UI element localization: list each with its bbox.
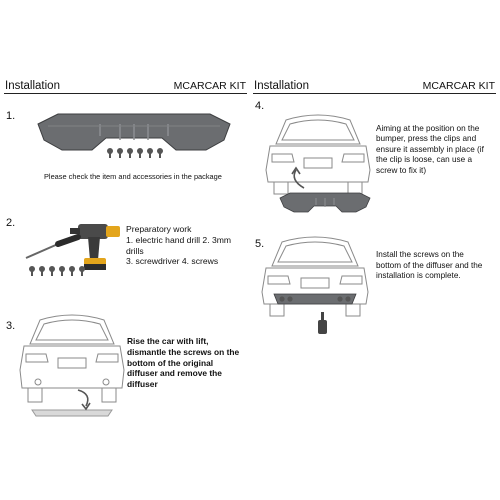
step-5-text bbox=[376, 250, 482, 282]
step-4-number: 4. bbox=[255, 100, 265, 112]
step-1-text bbox=[44, 172, 222, 181]
step-4-text bbox=[376, 124, 484, 176]
step-2-text bbox=[126, 224, 231, 267]
left-header-title: Installation bbox=[5, 80, 60, 92]
step-4-line-1: Aiming at the position on the bbox=[376, 124, 480, 133]
step-2-line-4: 3. screwdriver 4. screws bbox=[126, 256, 219, 267]
step-4-line-5: screw to fix it) bbox=[376, 165, 427, 175]
step-5-line-1: Install the screws on the bbox=[376, 250, 464, 259]
step-4-line-4: the clip is loose, can use a bbox=[376, 155, 473, 165]
step-3-text bbox=[127, 336, 239, 390]
step-4-line-3: ensure it assembly in place (if bbox=[376, 144, 484, 154]
car-rear-illustration bbox=[260, 232, 370, 342]
step-1-line: Please check the item and accessories in the package bbox=[44, 172, 222, 181]
screw-icon bbox=[107, 148, 163, 158]
step-2-line-1: Preparatory work bbox=[126, 224, 192, 234]
step-3-line-4: diffuser and remove the bbox=[127, 368, 222, 379]
diffuser-part-image bbox=[278, 192, 372, 214]
screwdriver-icon bbox=[318, 312, 327, 334]
step-5-number: 5. bbox=[255, 238, 265, 250]
step-2-line-2: 1. electric hand drill 2. 3mm bbox=[126, 234, 232, 245]
step-1-number: 1. bbox=[6, 110, 16, 122]
right-header-title: Installation bbox=[254, 80, 309, 92]
step-3-line-3: bottom of the original bbox=[127, 357, 214, 368]
right-header bbox=[253, 78, 496, 94]
step-3-line-1: Rise the car with lift, bbox=[127, 336, 209, 346]
step-4-line-2: bumper, press the clips and bbox=[376, 134, 477, 144]
left-header-brand: MCARCAR KIT bbox=[173, 80, 246, 92]
step-2-line-3: drills bbox=[126, 245, 144, 256]
left-header bbox=[4, 78, 247, 94]
screws-set bbox=[106, 146, 166, 160]
screwdriver-icon bbox=[24, 238, 84, 262]
step-2-screws bbox=[28, 264, 88, 278]
step-5-line-3: installation is complete. bbox=[376, 271, 461, 281]
right-installation-panel bbox=[253, 78, 496, 94]
step-3-line-5: diffuser bbox=[127, 379, 158, 390]
curved-arrow-icon bbox=[78, 390, 88, 406]
step-2-number: 2. bbox=[6, 217, 16, 229]
screw-icon bbox=[29, 266, 85, 276]
step-3-number: 3. bbox=[6, 320, 16, 332]
step-3-line-2: dismantle the screws on the bbox=[127, 346, 240, 357]
right-header-brand: MCARCAR KIT bbox=[422, 80, 495, 92]
car-rear-illustration bbox=[18, 310, 126, 420]
left-installation-panel bbox=[4, 78, 247, 94]
step-5-line-2: bottom of the diffuser and the bbox=[376, 260, 483, 270]
